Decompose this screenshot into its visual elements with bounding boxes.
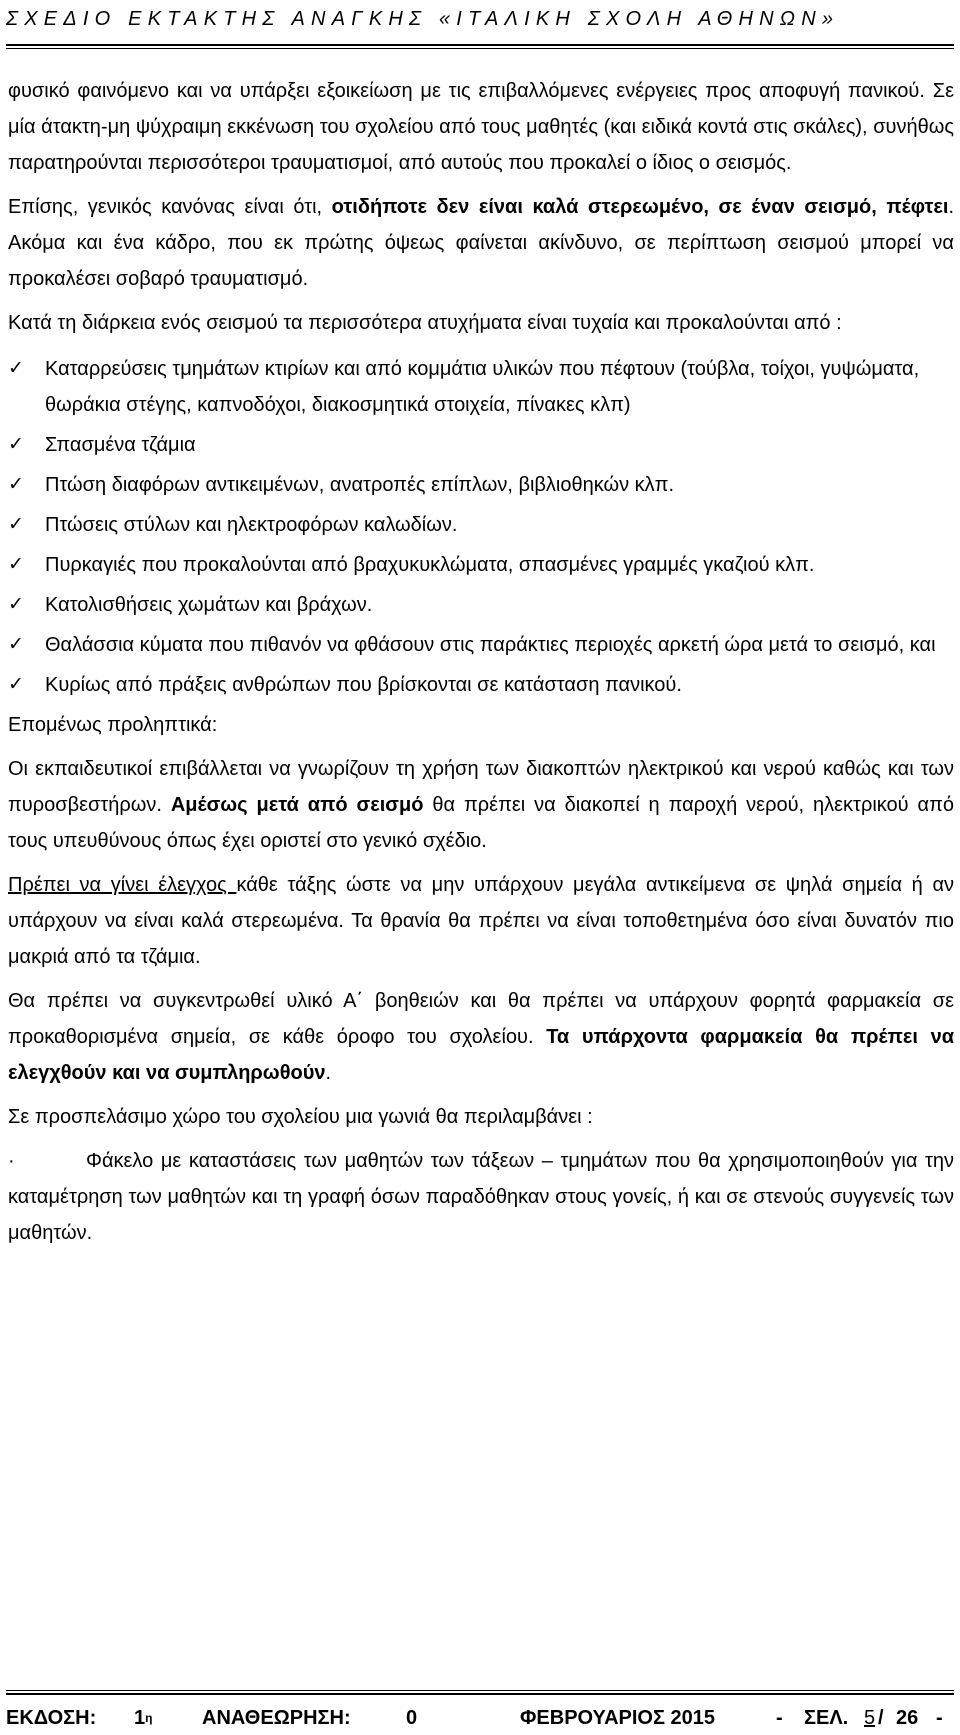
paragraph-teachers-switches bbox=[8, 751, 954, 859]
paragraph-general-rule-rest: . Ακόμα και ένα κάδρο, που εκ πρώτης όψεως φαίνεται ακίνδυνο, σε περίπτωση σεισμού μπορεί να προκαλέσει σοβαρό τραυματισμό. bbox=[8, 196, 954, 290]
footer-trailing-dash: - bbox=[936, 1707, 943, 1729]
list-item-text: Πυρκαγιές που προκαλούνται από βραχυκυκλώματα, σπασμένες γραμμές γκαζιού κλπ. bbox=[45, 554, 815, 576]
list-item-text: Καταρρεύσεις τμημάτων κτιρίων και από κομμάτια υλικών που πέφτουν (τούβλα, τοίχοι, γυψώματα, θωράκια στέγης, καπνοδόχοι, διακοσμητικά στοιχεία, πίνακες κλπ) bbox=[45, 358, 920, 416]
footer-date: ΦΕΒΡΟΥΑΡΙΟΣ 2015 bbox=[520, 1707, 716, 1729]
footer-edition-label: ΕΚΔΟΣΗ: bbox=[6, 1707, 97, 1729]
list-item bbox=[8, 351, 954, 423]
list-item-text: Πτώση διαφόρων αντικειμένων, ανατροπές επίπλων, βιβλιοθηκών κλπ. bbox=[45, 474, 674, 496]
footer-page-separator: / bbox=[878, 1707, 884, 1729]
paragraph-first-aid-intro: Θα πρέπει να συγκεντρωθεί υλικό Α΄ βοηθειών και θα πρέπει να υπάρχουν φορητά φαρμακεία σε προκαθορισμένα σημεία, σε κάθε όροφο του σχολείου. bbox=[8, 990, 954, 1048]
list-item bbox=[8, 467, 954, 503]
paragraph-accident-causes: Κατά τη διάρκεια ενός σεισμού τα περισσότερα ατυχήματα είναι τυχαία και προκαλούνται από : bbox=[8, 312, 842, 334]
paragraph-teachers-switches-rest: θα πρέπει να διακοπεί η παροχή νερού, ηλεκτρικού από τους υπευθύνους όπως έχει οριστεί στο γενικό σχέδιο. bbox=[8, 794, 955, 852]
list-item-text: Θαλάσσια κύματα που πιθανόν να φθάσουν στις παράκτιες περιοχές αρκετή ώρα μετά το σεισμό, και bbox=[45, 634, 936, 656]
header-rule-thin bbox=[6, 48, 954, 49]
paragraph-panic-evacuation: φυσικό φαινόμενο και να υπάρξει εξοικείωση με τις επιβαλλόμενες ενέργειες προς αποφυγή πανικού. Σε μία άτακτη-μη ψύχραιμη εκκένωση του σχολείου από τους μαθητές (και ειδικά κοντά στις σκάλες), συνήθως παρατηρούνται περισσότεροι τραυματισμοί, από αυτούς που προκαλεί ο ίδιος ο σεισμός. bbox=[8, 80, 954, 174]
paragraph-student-folder-text: Φάκελο με καταστάσεις των μαθητών των τάξεων – τμημάτων που θα χρησιμοποιηθούν για την καταμέτρηση των μαθητών και τη γραφή όσων παραδόθηκαν στους γονείς, ή και σε στενούς συγγενείς των μαθητών. bbox=[8, 1150, 954, 1244]
bullet-dot-icon: · bbox=[8, 1150, 15, 1172]
footer-page-total: 26 bbox=[896, 1707, 919, 1729]
checkmark-icon: ✓ bbox=[8, 554, 24, 575]
list-item-text: Πτώσεις στύλων και ηλεκτροφόρων καλωδίων. bbox=[45, 514, 458, 536]
footer-edition-number: 1 bbox=[134, 1707, 146, 1729]
paragraph-teachers-switches-intro: Οι εκπαιδευτικοί επιβάλλεται να γνωρίζουν τη χρήση των διακοπτών ηλεκτρικού και νερού καθώς και των πυροσβεστήρων. bbox=[8, 758, 954, 816]
footer-page-label: ΣΕΛ. bbox=[804, 1707, 849, 1729]
checkmark-icon: ✓ bbox=[8, 674, 24, 695]
footer-edition-sup: η bbox=[145, 1711, 153, 1725]
footer-rule-thick bbox=[6, 1693, 954, 1695]
paragraph-corner-contents: Σε προσπελάσιμο χώρο του σχολείου μια γωνιά θα περιλαμβάνει : bbox=[8, 1106, 593, 1128]
paragraph-student-folder bbox=[8, 1143, 954, 1251]
paragraph-classroom-check-rest: κάθε τάξης ώστε να μην υπάρχουν μεγάλα αντικείμενα σε ψηλά σημεία ή αν υπάρχουν να είναι καλά στερεωμένα. Τα θρανία θα πρέπει να είναι τοποθετημένα όσο είναι δυνατόν πιο μακριά από τα τζάμια. bbox=[8, 874, 955, 968]
paragraph-prevention-heading: Επομένως προληπτικά: bbox=[8, 714, 218, 736]
paragraph-general-rule-bold: οτιδήποτε δεν είναι καλά στερεωμένο, σε έναν σεισμό, πέφτει bbox=[331, 196, 949, 218]
list-item-text: Σπασμένα τζάμια bbox=[45, 434, 196, 456]
checkmark-icon: ✓ bbox=[8, 514, 24, 535]
paragraph-first-aid bbox=[8, 983, 954, 1091]
list-item bbox=[8, 427, 954, 463]
footer-dash: - bbox=[776, 1707, 783, 1729]
footer-page-current: 5 bbox=[864, 1707, 876, 1729]
footer-revision-number: 0 bbox=[406, 1707, 418, 1729]
paragraph-classroom-check bbox=[8, 867, 954, 975]
document-header-title: ΣΧΕΔΙΟ ΕΚΤΑΚΤΗΣ ΑΝΑΓΚΗΣ «ΙΤΑΛΙΚΗ ΣΧΟΛΗ ΑΘΗΝΩΝ» bbox=[6, 8, 840, 30]
list-item bbox=[8, 667, 954, 703]
checkmark-icon: ✓ bbox=[8, 358, 24, 379]
paragraph-classroom-check-underlined: Πρέπει να γίνει έλεγχος bbox=[8, 874, 237, 896]
list-item bbox=[8, 547, 954, 583]
checkmark-icon: ✓ bbox=[8, 474, 24, 495]
checkmark-icon: ✓ bbox=[8, 634, 24, 655]
paragraph-general-rule bbox=[8, 189, 954, 297]
paragraph-general-rule-intro: Επίσης, γενικός κανόνας είναι ότι, bbox=[8, 196, 332, 218]
list-item-text: Κυρίως από πράξεις ανθρώπων που βρίσκονται σε κατάσταση πανικού. bbox=[45, 674, 682, 696]
paragraph-first-aid-bold: Τα υπάρχοντα φαρμακεία θα πρέπει να ελεγχθούν και να συμπληρωθούν bbox=[8, 1026, 954, 1084]
list-item-text: Κατολισθήσεις χωμάτων και βράχων. bbox=[45, 594, 373, 616]
accident-causes-list bbox=[8, 351, 954, 703]
paragraph-first-aid-end: . bbox=[325, 1062, 332, 1084]
checkmark-icon: ✓ bbox=[8, 594, 24, 615]
list-item bbox=[8, 587, 954, 623]
list-item bbox=[8, 627, 954, 663]
checkmark-icon: ✓ bbox=[8, 434, 24, 455]
footer-edition bbox=[134, 1704, 152, 1732]
paragraph-teachers-switches-bold: Αμέσως μετά από σεισμό bbox=[170, 794, 424, 816]
footer-rule-thin bbox=[6, 1690, 954, 1691]
list-item bbox=[8, 507, 954, 543]
footer-revision-label: ΑΝΑΘΕΩΡΗΣΗ: bbox=[202, 1707, 351, 1729]
header-rule-thick bbox=[6, 44, 954, 46]
document-body bbox=[8, 73, 954, 1251]
